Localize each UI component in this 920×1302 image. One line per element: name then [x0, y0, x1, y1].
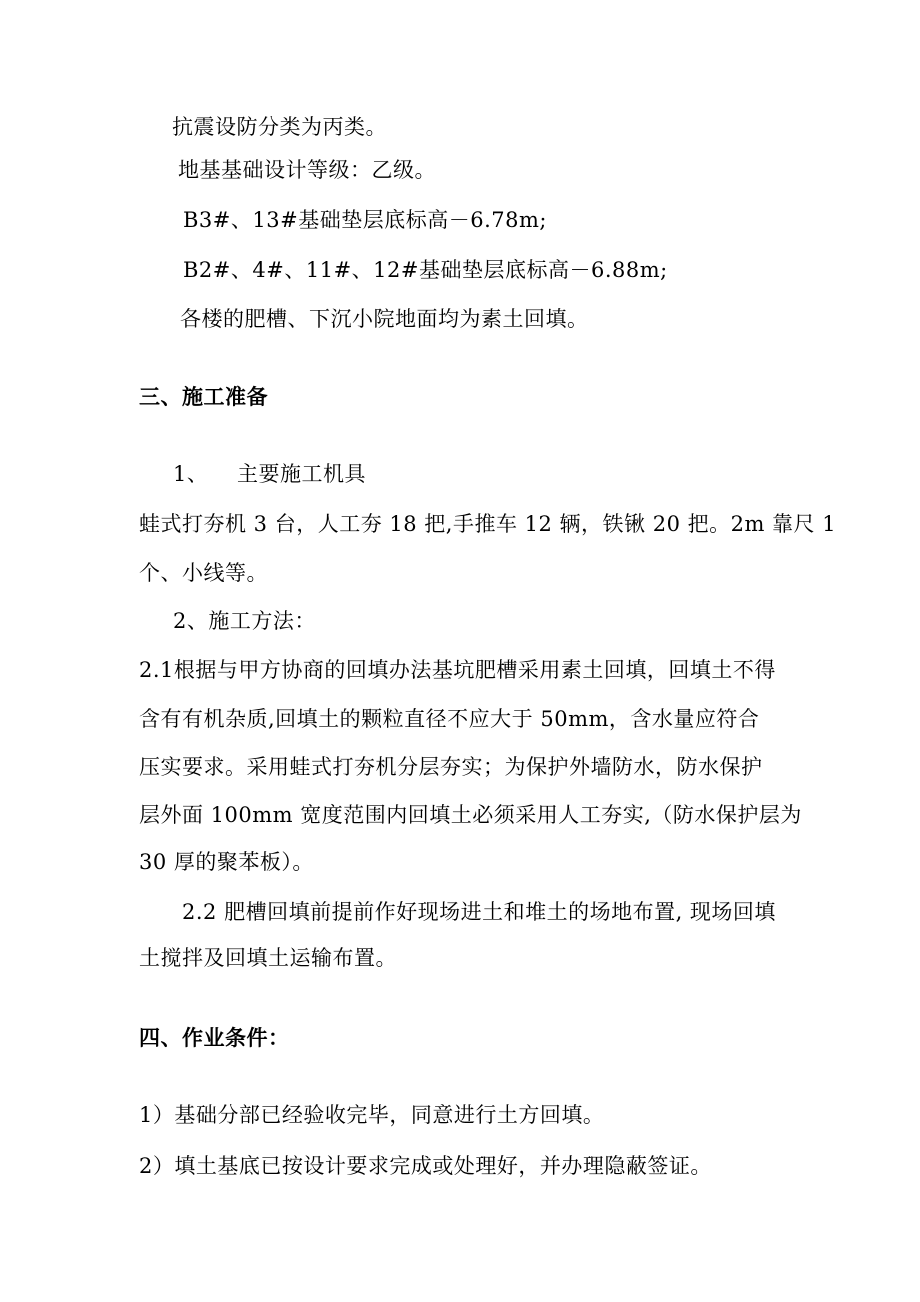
item-1-number: 1、 — [173, 462, 209, 486]
equipment-line-1: 蛙式打夯机 3 台，人工夯 18 把,手推车 12 辆，铁锹 20 把。2m 靠尺 1 — [139, 512, 837, 536]
method-2-1-line-1: 2.1根据与甲方协商的回填办法基坑肥槽采用素土回填，回填土不得 — [139, 658, 776, 682]
condition-2-text: 2）填土基底已按设计要求完成或处理好，并办理隐蔽签证。 — [139, 1154, 712, 1178]
backfill-note-text: 各楼的肥槽、下沉小院地面均为素土回填。 — [180, 307, 589, 331]
method-2-2-line-1: 2.2 肥槽回填前提前作好现场进土和堆土的场地布置, 现场回填 — [182, 900, 776, 924]
section-4-heading: 四、作业条件： — [139, 1025, 290, 1050]
foundation-grade-text: 地基基础设计等级：乙级。 — [178, 158, 436, 182]
elevation-b3-text: B3#、13#基础垫层底标高－6.78m; — [183, 208, 547, 232]
method-2-1-line-3: 压实要求。采用蛙式打夯机分层夯实；为保护外墙防水，防水保护 — [139, 755, 763, 779]
seismic-class-text: 抗震设防分类为丙类。 — [172, 115, 387, 139]
method-2-1-line-5: 30 厚的聚苯板）。 — [139, 850, 314, 874]
method-2-1-line-4: 层外面 100mm 宽度范围内回填土必须采用人工夯实,（防水保护层为 — [139, 803, 802, 827]
item-1-title: 主要施工机具 — [237, 462, 366, 486]
section-3-heading: 三、施工准备 — [139, 384, 268, 409]
elevation-b2-text: B2#、4#、11#、12#基础垫层底标高－6.88m; — [183, 258, 668, 282]
method-2-1-line-2: 含有有机杂质,回填土的颗粒直径不应大于 50mm，含水量应符合 — [139, 707, 760, 731]
condition-1-text: 1）基础分部已经验收完毕，同意进行土方回填。 — [139, 1103, 605, 1127]
item-2-title: 2、施工方法： — [173, 609, 316, 633]
method-2-2-line-2: 土搅拌及回填土运输布置。 — [139, 946, 397, 970]
equipment-line-2: 个、小线等。 — [139, 561, 268, 585]
